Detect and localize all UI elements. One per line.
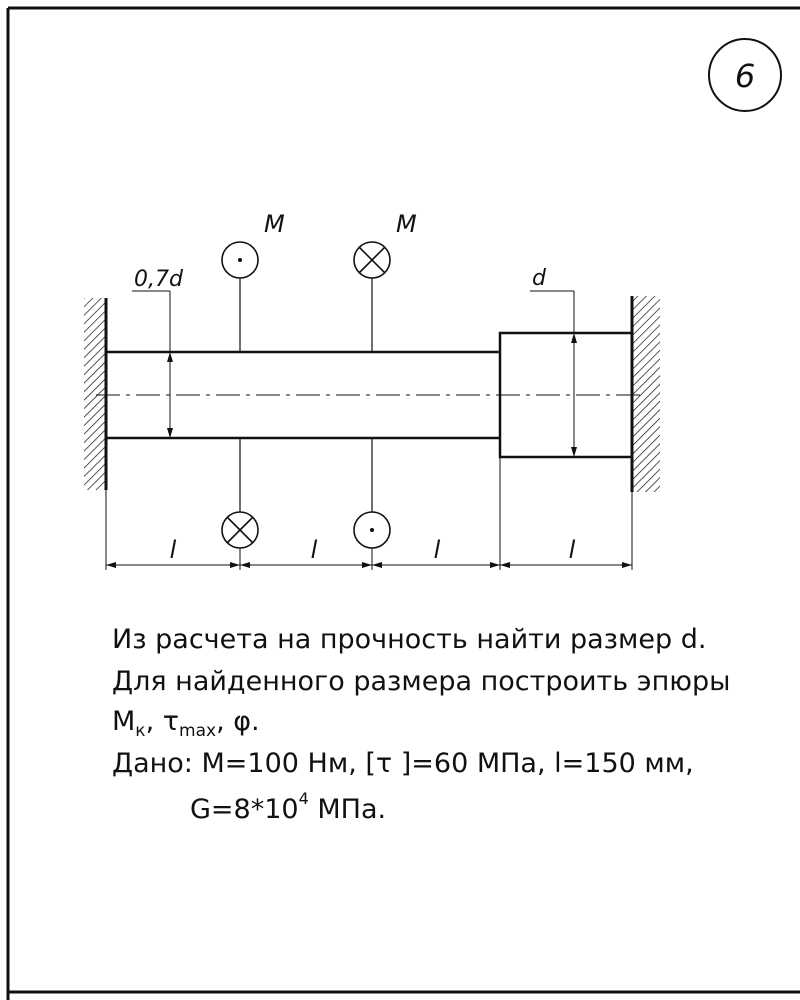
dimension-small-label: 0,7d (134, 267, 183, 292)
sheet-frame (8, 8, 800, 1000)
moment-out-of-page-icon (222, 242, 258, 278)
right-fixed-support (632, 296, 660, 492)
segment-label-1: l (169, 536, 177, 564)
task-line-2: Для найденного размера построить эпюры (112, 666, 731, 697)
sheet-number-badge (709, 39, 781, 111)
problem-statement (112, 624, 730, 825)
dimension-small-diameter (132, 291, 173, 438)
moment-into-page-icon (222, 512, 258, 548)
segment-label-3: l (433, 536, 441, 564)
task-line-5: $G=8*10^4$ МПа. (190, 789, 387, 825)
moment-into-page-icon (354, 242, 390, 278)
sheet-number: 6 (734, 57, 756, 95)
length-dimension-chain (106, 457, 632, 570)
dimension-large-label: d (532, 266, 546, 291)
task-line-3: $M_к$, $\tau_{max}$, φ. (112, 706, 260, 741)
dimension-large-diameter (530, 291, 577, 457)
moment-out-of-page-icon (354, 512, 390, 548)
segment-label-2: l (310, 536, 318, 564)
moment-label-1: M (264, 210, 285, 238)
left-fixed-support (84, 298, 106, 490)
moment-label-2: M (396, 210, 417, 238)
task-line-4: Дано: M=100 Нм, [τ ]=60 МПа, l=150 мм, (112, 748, 694, 779)
segment-label-4: l (568, 536, 576, 564)
task-line-1: Из расчета на прочность найти размер d. (112, 624, 707, 655)
